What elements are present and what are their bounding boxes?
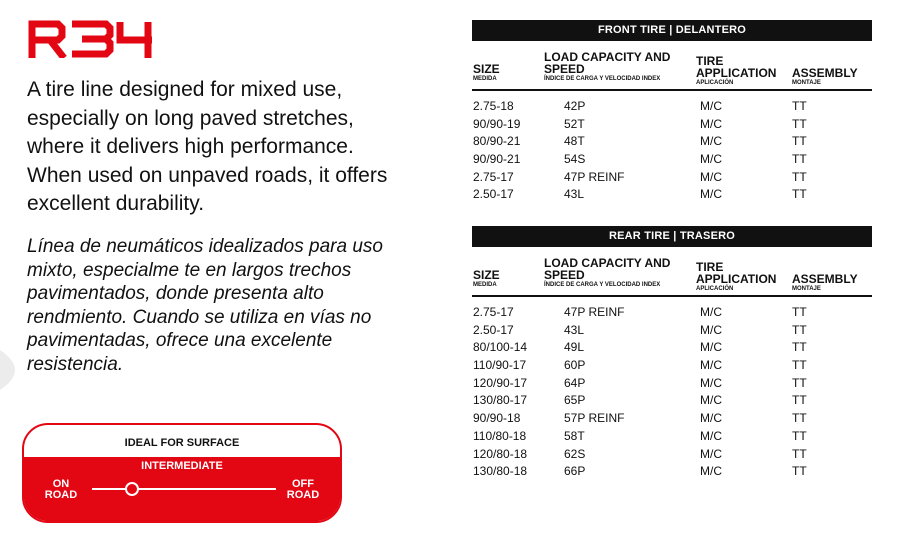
col-application: TIRE APPLICATION APLICACIÓN bbox=[696, 54, 777, 86]
cell-load-speed: 66P bbox=[564, 464, 586, 479]
gauge-panel bbox=[24, 457, 340, 521]
gauge-scale-line bbox=[92, 488, 276, 490]
cell-assembly: TT bbox=[792, 393, 807, 408]
rear-table-header bbox=[472, 247, 872, 297]
decorative-swoosh bbox=[0, 330, 40, 410]
table-row bbox=[472, 428, 872, 446]
cell-assembly: TT bbox=[792, 358, 807, 373]
front-table-header bbox=[472, 41, 872, 91]
cell-application: M/C bbox=[700, 169, 722, 184]
cell-application: M/C bbox=[700, 446, 722, 461]
cell-application: M/C bbox=[700, 322, 722, 337]
description-spanish: Línea de neumáticos idealizados para uso mixto, especialme te en largos trechos pavimentados, donde presenta alto rendmiento. Cuando se utiliza en vías no pavimentadas, ofrece una excelente resistencia. bbox=[27, 236, 383, 375]
front-table-title: FRONT TIRE | DELANTERO bbox=[472, 20, 872, 41]
gauge-level-label: INTERMEDIATE bbox=[141, 460, 223, 472]
cell-load-speed: 57P REINF bbox=[564, 411, 625, 426]
col-load: LOAD CAPACITY AND SPEED ÍNDICE DE CARGA Y VELOCIDAD INDEX bbox=[544, 50, 671, 82]
surface-gauge bbox=[22, 423, 342, 523]
cell-application: M/C bbox=[700, 99, 722, 113]
cell-application: M/C bbox=[700, 411, 722, 426]
cell-size: 2.75-17 bbox=[473, 169, 514, 184]
cell-size: 90/90-21 bbox=[473, 152, 521, 167]
cell-assembly: TT bbox=[792, 375, 807, 390]
cell-load-speed: 52T bbox=[564, 116, 585, 131]
gauge-title: IDEAL FOR SURFACE bbox=[124, 437, 240, 449]
cell-size: 120/90-17 bbox=[473, 375, 528, 390]
cell-size: 90/90-19 bbox=[473, 116, 521, 131]
cell-load-speed: 42P bbox=[564, 99, 586, 113]
cell-size: 2.50-17 bbox=[473, 322, 514, 337]
table-row bbox=[472, 116, 872, 134]
cell-size: 120/80-18 bbox=[473, 446, 528, 461]
col-size: SIZE MEDIDA bbox=[473, 268, 500, 288]
cell-assembly: TT bbox=[792, 411, 807, 426]
rear-table-body bbox=[472, 297, 872, 481]
cell-load-speed: 62S bbox=[564, 446, 586, 461]
cell-size: 110/80-18 bbox=[473, 428, 527, 443]
table-row bbox=[472, 339, 872, 357]
front-tire-table bbox=[472, 20, 872, 204]
cell-assembly: TT bbox=[792, 116, 807, 131]
cell-assembly: TT bbox=[792, 464, 807, 479]
table-row bbox=[472, 375, 872, 393]
col-assembly: ASSEMBLY MONTAJE bbox=[792, 272, 858, 292]
cell-application: M/C bbox=[700, 464, 722, 479]
table-row bbox=[472, 169, 872, 187]
cell-load-speed: 43L bbox=[564, 187, 585, 202]
cell-size: 110/90-17 bbox=[473, 358, 527, 373]
cell-application: M/C bbox=[700, 375, 722, 390]
cell-application: M/C bbox=[700, 358, 722, 373]
rear-table-title: REAR TIRE | TRASERO bbox=[472, 226, 872, 247]
col-application: TIRE APPLICATION APLICACIÓN bbox=[696, 260, 777, 292]
cell-assembly: TT bbox=[792, 305, 807, 319]
table-row bbox=[472, 133, 872, 151]
cell-application: M/C bbox=[700, 152, 722, 167]
table-row bbox=[472, 357, 872, 375]
table-row bbox=[472, 304, 872, 322]
cell-load-speed: 43L bbox=[564, 322, 585, 337]
cell-assembly: TT bbox=[792, 169, 807, 184]
col-size: SIZE MEDIDA bbox=[473, 62, 500, 82]
gauge-off-road-label: OFF ROAD bbox=[286, 478, 320, 501]
cell-assembly: TT bbox=[792, 99, 807, 113]
cell-size: 130/80-17 bbox=[473, 393, 528, 408]
cell-size: 2.75-17 bbox=[473, 305, 514, 319]
cell-load-speed: 58T bbox=[564, 428, 585, 443]
cell-assembly: TT bbox=[792, 322, 807, 337]
cell-load-speed: 47P REINF bbox=[564, 305, 625, 319]
cell-assembly: TT bbox=[792, 340, 807, 355]
cell-size: 130/80-18 bbox=[473, 464, 528, 479]
rear-tire-table bbox=[472, 226, 872, 481]
cell-size: 2.75-18 bbox=[473, 99, 514, 113]
cell-load-speed: 49L bbox=[564, 340, 585, 355]
cell-application: M/C bbox=[700, 187, 722, 202]
table-row bbox=[472, 151, 872, 169]
table-row bbox=[472, 392, 872, 410]
cell-load-speed: 60P bbox=[564, 358, 586, 373]
cell-assembly: TT bbox=[792, 152, 807, 167]
cell-load-speed: 47P REINF bbox=[564, 169, 625, 184]
cell-application: M/C bbox=[700, 134, 722, 149]
cell-size: 80/100-14 bbox=[473, 340, 528, 355]
cell-assembly: TT bbox=[792, 446, 807, 461]
table-row bbox=[472, 322, 872, 340]
cell-application: M/C bbox=[700, 305, 722, 319]
r34-logo bbox=[28, 20, 156, 58]
cell-load-speed: 48T bbox=[564, 134, 585, 149]
cell-load-speed: 64P bbox=[564, 375, 586, 390]
cell-load-speed: 65P bbox=[564, 393, 586, 408]
cell-application: M/C bbox=[700, 116, 722, 131]
table-row bbox=[472, 186, 872, 204]
cell-assembly: TT bbox=[792, 187, 807, 202]
cell-size: 2.50-17 bbox=[473, 187, 514, 202]
cell-application: M/C bbox=[700, 340, 722, 355]
table-row bbox=[472, 463, 872, 481]
cell-application: M/C bbox=[700, 428, 722, 443]
cell-application: M/C bbox=[700, 393, 722, 408]
cell-load-speed: 54S bbox=[564, 152, 586, 167]
cell-size: 90/90-18 bbox=[473, 411, 521, 426]
gauge-on-road-label: ON ROAD bbox=[44, 478, 78, 501]
front-table-body bbox=[472, 91, 872, 204]
col-assembly: ASSEMBLY MONTAJE bbox=[792, 66, 858, 86]
cell-assembly: TT bbox=[792, 134, 807, 149]
cell-size: 80/90-21 bbox=[473, 134, 521, 149]
table-row bbox=[472, 410, 872, 428]
col-load: LOAD CAPACITY AND SPEED ÍNDICE DE CARGA Y VELOCIDAD INDEX bbox=[544, 256, 671, 288]
table-row bbox=[472, 98, 872, 116]
table-row bbox=[472, 446, 872, 464]
gauge-indicator-knob bbox=[125, 482, 139, 496]
description-english: A tire line designed for mixed use, especially on long paved stretches, where it delivers high performance. When used on unpaved roads, it offers excellent durability. bbox=[27, 78, 388, 215]
cell-assembly: TT bbox=[792, 428, 807, 443]
